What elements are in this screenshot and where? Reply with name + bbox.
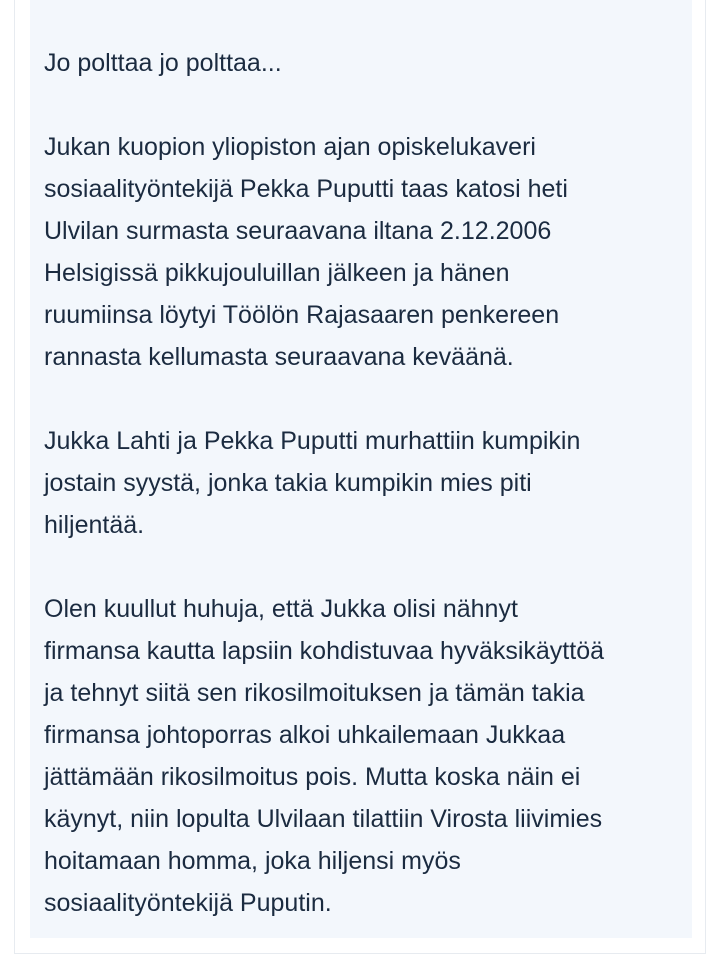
quote-line: Jukan kuopion yliopiston ajan opiskelukaveri (44, 133, 536, 161)
quote-line: käynyt, niin lopulta Ulvilaan tilattiin Virosta liivimies (44, 805, 603, 833)
quote-line: Jo polttaa jo polttaa... (44, 49, 282, 77)
quote-paragraph-2 (44, 126, 692, 378)
quote-line: Ulvilan surmasta seuraavana iltana 2.12.2006 (44, 217, 552, 245)
post-card (14, 0, 706, 954)
quote-line: ja tehnyt siitä sen rikosilmoituksen ja tämän takia (44, 679, 585, 707)
quote-line: hoitamaan homma, joka hiljensi myös (44, 847, 461, 875)
quote-line: sosiaalityöntekijä Pekka Puputti taas katosi heti (44, 175, 568, 203)
quote-line: Jukka Lahti ja Pekka Puputti murhattiin kumpikin (44, 427, 581, 455)
quote-line: Helsigissä pikkujouluillan jälkeen ja hänen (44, 259, 510, 287)
quote-line: rannasta kellumasta seuraavana keväänä. (44, 343, 514, 371)
quote-line: firmansa johtoporras alkoi uhkailemaan Jukkaa (44, 721, 566, 749)
quote-line: jostain syystä, jonka takia kumpikin mies piti (44, 469, 532, 497)
quote-line: jättämään rikosilmoitus pois. Mutta koska näin ei (44, 763, 581, 791)
quote-line: firmansa kautta lapsiin kohdistuvaa hyväksikäyttöä (44, 637, 605, 665)
quote-block (30, 0, 692, 938)
quote-paragraph-4 (44, 588, 692, 924)
quote-line: Olen kuullut huhuja, että Jukka olisi nähnyt (44, 595, 518, 623)
quote-paragraph-3 (44, 420, 692, 546)
quote-line: sosiaalityöntekijä Puputin. (44, 889, 332, 917)
quote-line: ruumiinsa löytyi Töölön Rajasaaren penkereen (44, 301, 560, 329)
quote-paragraph-1 (44, 42, 692, 84)
quote-line: hiljentää. (44, 511, 145, 539)
